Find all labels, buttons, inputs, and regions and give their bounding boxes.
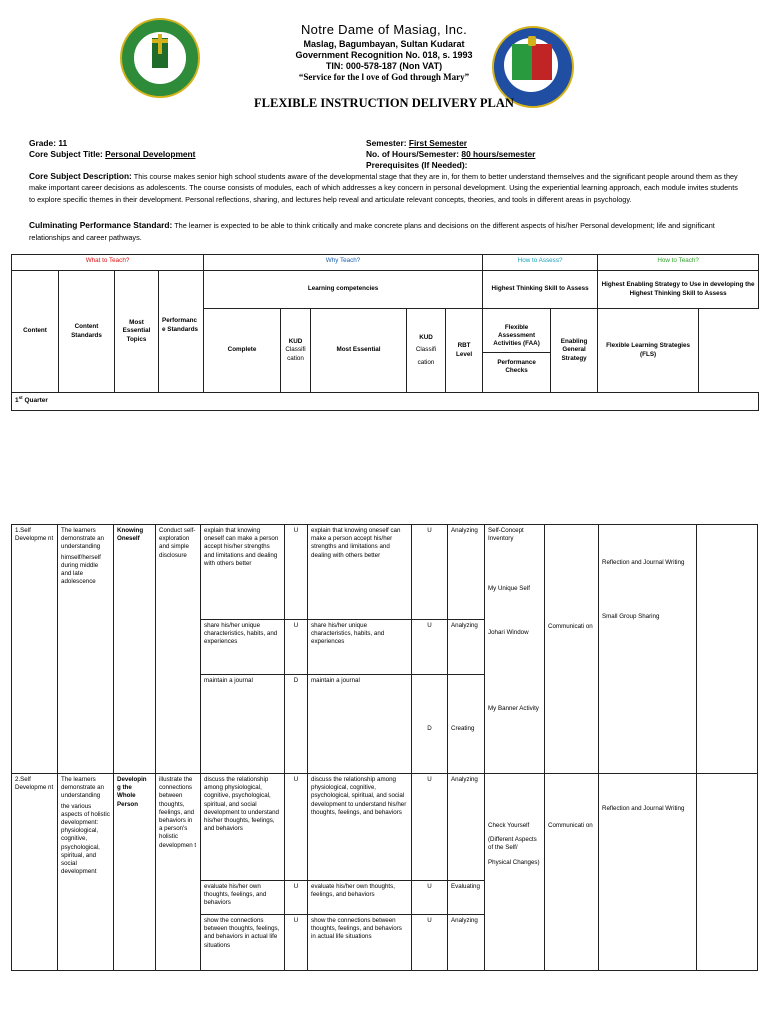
semester-label: Semester: [366,138,409,148]
row2-standards-detail: the various aspects of holistic development: physiological, cognitive, psychological, spiritual, and social development [61,802,110,876]
hours-value: 80 hours/semester [461,149,536,159]
row2-kud1-2: U [285,881,308,915]
row2-empty [697,774,758,971]
row2-complete-1: discuss the relationship among physiological, cognitive, psychological, spiritual, and social development to understand his/her thoughts, feelings, and behaviors [201,774,285,881]
row1-kud2-2: U [412,620,448,675]
row1-kud2-3: D [412,675,448,774]
row1-topic: Knowing Oneself [114,525,156,774]
row2-kud2-2: U [412,881,448,915]
row1-content: 1.Self Developme nt [12,525,58,774]
row2-rbt-2: Evaluating [448,881,485,915]
row2-fls [599,774,697,971]
core-subject-description [29,171,741,205]
core-subject-label: Core Subject Title: [29,149,106,159]
content-standards-header: Content Standards [59,271,115,393]
row1-kud1-2: U [285,620,308,675]
how-to-teach-header: How to Teach? [598,255,759,271]
row1-fls-1: Reflection and Journal Writing [602,559,685,566]
row2-content: 2.Self Developme nt [12,774,58,971]
culminating-standard [29,220,719,243]
highest-enabling-header: Highest Enabling Strategy to Use in developing the Highest Thinking Skill to Assess [598,271,759,309]
quarter-row [12,393,759,411]
table-row [12,774,758,881]
tin-number: TIN: 000-578-187 (Non VAT) [325,61,443,71]
row1-faa [485,525,545,774]
core-subject-value: Personal Development [105,149,196,159]
standard-label: Culminating Performance Standard: [29,220,173,230]
row1-complete-1: explain that knowing oneself can make a person accept his/her strengths and limitations and dealing with others better [201,525,285,620]
most-essential-header: Most Essential [311,309,407,393]
school-name: Notre Dame of Masiag, Inc. [300,22,468,37]
row1-faa-1: Self-Concept Inventory [488,527,524,543]
core-subject-line [29,149,195,159]
grade-line [29,138,67,148]
row2-faa [485,774,545,971]
row1-fls-2: Small Group Sharing [602,613,660,620]
row2-kud1-1: U [285,774,308,881]
semester-value: First Semester [408,138,468,148]
row1-essential-3: maintain a journal [308,675,412,712]
row1-spacer-a [201,712,285,774]
row2-topic: Developin g the Whole Person [114,774,156,971]
school-motto: “Service for the l ove of God through Mary” [298,72,470,82]
row1-performance: Conduct self-exploration and simple disclosure [156,525,201,774]
row2-faa-2: (Different Aspects of the Self/ [488,836,537,852]
row1-empty [697,525,758,774]
quarter-label: Quarter [22,397,48,405]
kud-classification-header-1 [281,309,311,393]
content-header: Content [12,271,59,393]
row2-rbt-3: Analyzing [448,915,485,971]
quarter-suffix: st [18,395,23,400]
row1-standards-intro: The learners demonstrate an understanding [61,527,104,551]
how-to-assess-header: How to Assess? [483,255,598,271]
row2-kud2-3: U [412,915,448,971]
row1-faa-4: My Banner Activity [488,705,539,712]
enabling-general-header: Enabling General Strategy [551,309,598,393]
learning-competencies-header: Learning competencies [204,271,483,309]
highest-thinking-header: Highest Thinking Skill to Assess [483,271,598,309]
description-label: Core Subject Description: [29,171,132,181]
prerequisites-line: Prerequisites (If Needed): [366,160,468,170]
row2-rbt-1: Analyzing [448,774,485,881]
complete-header: Complete [204,309,281,393]
row1-fls [599,525,697,774]
hours-line [366,149,535,159]
classification-label-1: Classifi cation [285,346,306,362]
kud-label-1: KUD [288,338,303,346]
row1-spacer-c [308,712,412,774]
kud-label-2: KUD [419,333,433,341]
row1-content-standards [58,525,114,774]
row2-faa-3: Physical Changes) [488,858,540,866]
row1-kud2-1: U [412,525,448,620]
row1-rbt-1: Analyzing [448,525,485,620]
government-recognition: Government Recognition No. 018, s. 1993 [295,50,473,60]
row2-faa-1: Check Yourself [488,822,530,829]
row2-enabling: Communicati on [545,774,599,971]
row1-faa-2: My Unique Self [488,585,530,592]
document-title: FLEXIBLE INSTRUCTION DELIVERY PLAN [254,96,514,110]
row2-standards-intro: The learners demonstrate an understanding [61,776,104,800]
row2-essential-1: discuss the relationship among physiological, cognitive, psychological, spiritual, and social development to understand his/her thoughts, feelings, and behaviors [308,774,412,881]
description-text: This course makes senior high school students aware of the developmental stage that they are in, for them to better understand themselves and the significant people around them as they make important career decisions as adolescents. The course consists of modules, each of which addresses a key concern in personal development. Using the experiential learning approach, each module invites students to explore specific themes in their development. Personal reflections, sharing, and lectures help reveal and articulate relevant concepts, theories, and tools in different areas in psychology. [29,172,738,204]
row1-essential-2: share his/her unique characteristics, habits, and experiences [308,620,412,675]
classification-label-2: Classifi cation [415,346,437,366]
row2-essential-3: show the connections between thoughts, feelings, and behaviors in actual life situations [308,915,412,971]
row2-content-standards [58,774,114,971]
why-teach-header: Why Teach? [204,255,483,271]
row1-spacer-b [285,712,308,774]
row2-kud1-3: U [285,915,308,971]
row2-performance: illustrate the connections between thoughts, feelings, and behaviors in a person's holistic developmen t [156,774,201,971]
table-row [12,525,758,620]
row1-rbt-3: Creating [448,675,485,774]
most-essential-topics-header: Most Essential Topics [115,271,159,393]
what-to-teach-header: What to Teach? [12,255,204,271]
plan-header-table [11,254,759,411]
standard-text: The learner is expected to be able to think critically and make concrete plans and decisions on the different aspects of his/her Personal development; life and significant relationships and career pathways. [29,221,715,242]
row1-kud1-3: D [285,675,308,712]
row2-kud2-1: U [412,774,448,881]
semester-line [366,138,467,148]
row1-complete-2: share his/her unique characteristics, habits, and experiences [201,620,285,675]
quarter-number: 1 [15,397,19,405]
plan-content-table [11,524,758,971]
row2-fls-1: Reflection and Journal Writing [602,805,685,812]
hours-label: No. of Hours/Semester: [366,149,462,159]
faa-label: Flexible Assessment Activities (FAA) [483,320,550,354]
row2-complete-2: evaluate his/her own thoughts, feelings, and behaviors [201,881,285,915]
row1-complete-3: maintain a journal [201,675,285,712]
row1-standards-detail: himself/herself during middle and late adolescence [61,553,101,586]
grade-label: Grade: 11 [29,138,68,148]
row1-enabling: Communicati on [545,525,599,774]
performance-standards-header: Performanc e Standards [159,271,204,393]
row1-faa-3: Johari Window [488,629,529,636]
school-address: Maslag, Bagumbayan, Sultan Kudarat [303,39,465,49]
performance-checks-label: Performance Checks [497,359,536,375]
row1-rbt-2: Analyzing [448,620,485,675]
row2-essential-2: evaluate his/her own thoughts, feelings, and behaviors [308,881,412,915]
row1-essential-1: explain that knowing oneself can make a person accept his/her strengths and limitations and dealing with others better [308,525,412,620]
row1-kud1-1: U [285,525,308,620]
rbt-level-header: RBT Level [446,309,483,393]
faa-header [483,309,551,393]
fls-header: Flexible Learning Strategies (FLS) [598,309,699,393]
row2-complete-3: show the connections between thoughts, feelings, and behaviors in actual life situations [201,915,285,971]
kud-classification-header-2 [407,309,446,393]
